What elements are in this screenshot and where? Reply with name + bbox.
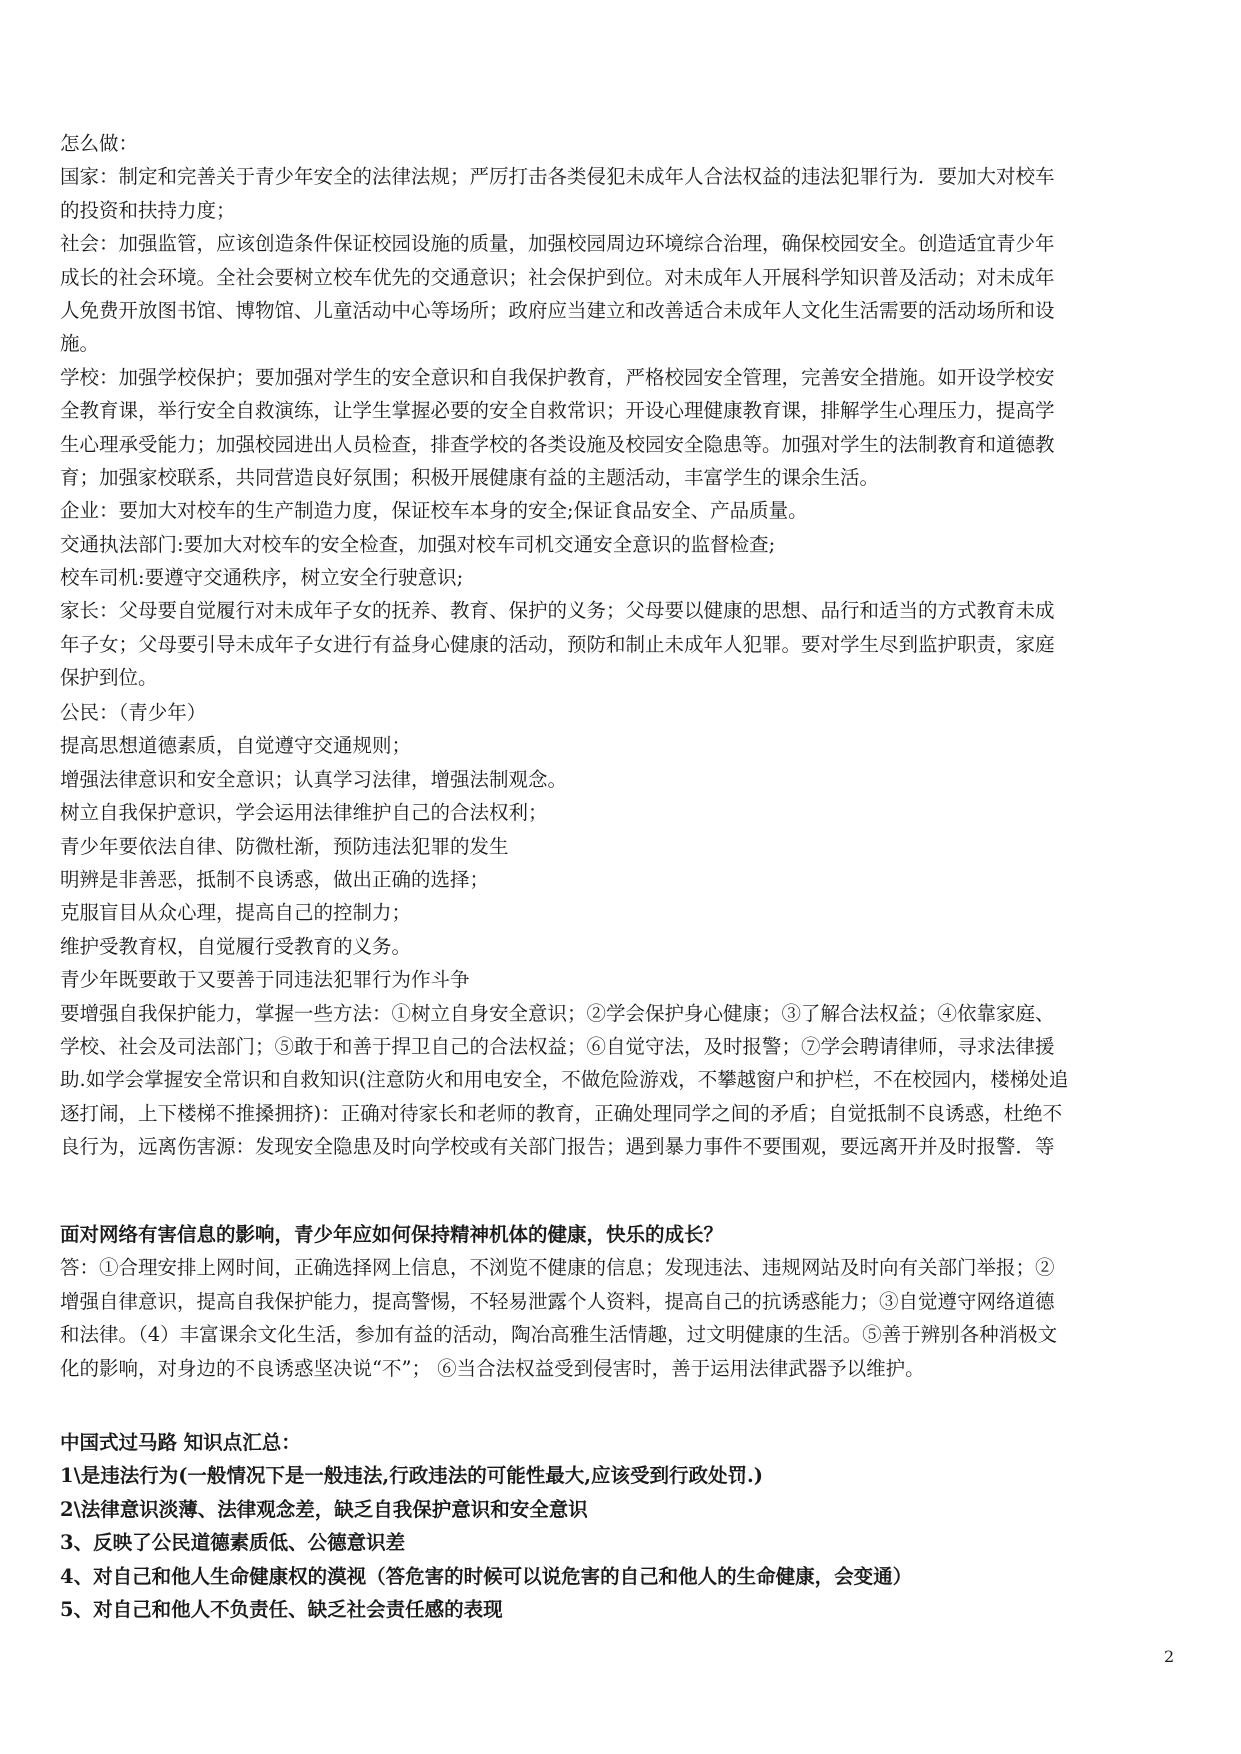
text-line: 增强自律意识，提高自我保护能力，提高警惕，不轻易泄露个人资料，提高自己的抗诱惑能力；③自觉遵守网络道德: [60, 1289, 1055, 1313]
text-line: 怎么做：: [60, 132, 139, 155]
text-line: 明辨是非善恶，抵制不良诱惑，做出正确的选择；: [60, 867, 490, 891]
text-line: 提高思想道德素质，自觉遵守交通规则；: [60, 734, 412, 758]
text-line: 学校：加强学校保护；要加强对学生的安全意识和自我保护教育，严格校园安全管理，完善安全措施。如开设学校安: [60, 365, 1055, 389]
text-line: 答：①合理安排上网时间，正确选择网上信息，不浏览不健康的信息；发现违法、违规网站及时向有关部门举报；②: [60, 1256, 1055, 1280]
section-how-to-do: [60, 127, 1182, 695]
section-internet: [60, 1218, 1182, 1385]
list-item: 5、对自己和他人不负责任、缺乏社会责任感的表现: [60, 1597, 503, 1621]
list-item: 3、反映了公民道德素质低、公德意识差: [60, 1531, 406, 1555]
text-line: 维护受教育权，自觉履行受教育的义务。: [60, 934, 412, 958]
text-line: 良行为，远离伤害源：发现安全隐患及时向学校或有关部门报告；遇到暴力事件不要围观，要远离开并及时报警．等: [60, 1135, 1055, 1159]
text-line: 施。: [60, 332, 100, 356]
text-line: 化的影响，对身边的不良诱惑坚决说“不”； ⑥当合法权益受到侵害时，善于运用法律武器予以维护。: [60, 1356, 925, 1380]
section-citizen: [60, 696, 1182, 1163]
text-line: 国家：制定和完善关于青少年安全的法律法规；严厉打击各类侵犯未成年人合法权益的违法犯罪行为．要加大对校车: [60, 165, 1055, 189]
text-line: 助.如学会掌握安全常识和自救知识(注意防火和用电安全，不做危险游戏，不攀越窗户和护栏，不在校园内，楼梯处追: [60, 1068, 1069, 1092]
text-line: 交通执法部门:要加大对校车的安全检查，加强对校车司机交通安全意识的监督检查;: [60, 532, 776, 556]
text-line: 全教育课，举行安全自救演练，让学生掌握必要的安全自救常识；开设心理健康教育课，排解学生心理压力，提高学: [60, 399, 1055, 423]
text-line: 生心理承受能力；加强校园进出人员检查，排查学校的各类设施及校园安全隐患等。加强对学生的法制教育和道德教: [60, 432, 1055, 456]
text-line: 家长：父母要自觉履行对未成年子女的抚养、教育、保护的义务；父母要以健康的思想、品行和适当的方式教育未成: [60, 599, 1055, 623]
text-line: 校车司机:要遵守交通秩序，树立安全行驶意识;: [60, 566, 464, 590]
section-jaywalking: [60, 1426, 1182, 1626]
text-line: 增强法律意识和安全意识；认真学习法律，增强法制观念。: [60, 767, 568, 791]
text-line: 克服盲目从众心理，提高自己的控制力；: [60, 901, 412, 925]
text-line: 青少年要依法自律、防微杜渐，预防违法犯罪的发生: [60, 834, 509, 858]
section-heading: 中国式过马路 知识点汇总：: [60, 1431, 301, 1454]
text-line: 人免费开放图书馆、博物馆、儿童活动中心等场所；政府应当建立和改善适合未成年人文化生活需要的活动场所和设: [60, 298, 1055, 322]
text-line: 社会：加强监管，应该创造条件保证校园设施的质量，加强校园周边环境综合治理，确保校园安全。创造适宜青少年: [60, 232, 1055, 256]
list-item: 2\法律意识淡薄、法律观念差，缺乏自我保护意识和安全意识: [60, 1497, 588, 1521]
list-item: 1\是违法行为(一般情况下是一般违法,行政违法的可能性最大,应该受到行政处罚.): [60, 1464, 764, 1488]
page-number: 2: [1164, 1647, 1175, 1666]
text-line: 学校、社会及司法部门；⑤敢于和善于捍卫自己的合法权益；⑥自觉守法，及时报警；⑦学会聘请律师，寻求法律援: [60, 1034, 1055, 1058]
text-line: 育；加强家校联系，共同营造良好氛围；积极开展健康有益的主题活动，丰富学生的课余生活。: [60, 465, 880, 489]
text-line: 成长的社会环境。全社会要树立校车优先的交通意识；社会保护到位。对未成年人开展科学知识普及活动；对未成年: [60, 265, 1055, 289]
text-line: 和法律。（4）丰富课余文化生活，参加有益的活动，陶冶高雅生活情趣，过文明健康的生活。⑤善于辨别各种消极文: [60, 1323, 1058, 1347]
text-line: 企业：要加大对校车的生产制造力度，保证校车本身的安全;保证食品安全、产品质量。: [60, 499, 808, 523]
text-line: 的投资和扶持力度；: [60, 198, 236, 222]
text-line: 逐打闹，上下楼梯不推搡拥挤)：正确对待家长和老师的教育，正确处理同学之间的矛盾；自觉抵制不良诱惑，杜绝不: [60, 1101, 1063, 1125]
list-item: 4、对自己和他人生命健康权的漠视（答危害的时候可以说危害的自己和他人的生命健康，会变通）: [60, 1564, 913, 1588]
text-line: 树立自我保护意识，学会运用法律维护自己的合法权利；: [60, 801, 548, 825]
text-line: 公民：（青少年）: [60, 701, 207, 724]
text-line: 保护到位。: [60, 666, 158, 690]
section-heading: 面对网络有害信息的影响，青少年应如何保持精神机体的健康，快乐的成长？: [60, 1223, 724, 1246]
text-line: 要增强自我保护能力，掌握一些方法：①树立自身安全意识；②学会保护身心健康；③了解合法权益；④依靠家庭、: [60, 1001, 1055, 1025]
text-line: 年子女；父母要引导未成年子女进行有益身心健康的活动，预防和制止未成年人犯罪。要对学生尽到监护职责，家庭: [60, 632, 1055, 656]
text-line: 青少年既要敢于又要善于同违法犯罪行为作斗争: [60, 968, 470, 992]
